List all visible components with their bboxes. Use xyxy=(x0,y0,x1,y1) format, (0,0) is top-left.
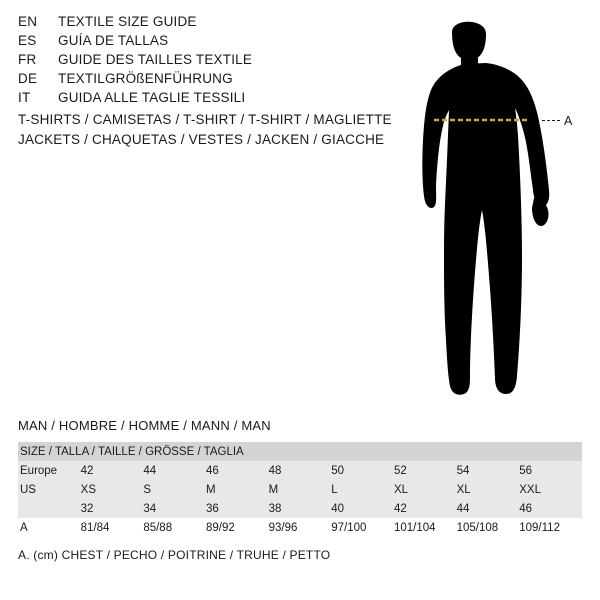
language-row-it xyxy=(18,90,398,109)
cell: XS xyxy=(80,483,96,496)
cell: 42 xyxy=(80,464,94,477)
cell: M xyxy=(205,483,216,496)
language-title-it: GUIDA ALLE TAGLIE TESSILI xyxy=(58,90,246,105)
cell: 85/88 xyxy=(143,521,173,534)
row-label-a: A xyxy=(20,521,28,534)
cell: 48 xyxy=(268,464,282,477)
cell: 109/112 xyxy=(519,521,560,534)
measure-leader-line xyxy=(542,120,560,122)
language-code-es: ES xyxy=(18,33,37,48)
cell: 52 xyxy=(393,464,407,477)
language-code-de: DE xyxy=(18,71,38,86)
cell: XXL xyxy=(519,483,541,496)
language-code-en: EN xyxy=(18,14,38,29)
cell: 40 xyxy=(331,502,345,515)
table-header-label: SIZE / TALLA / TAILLE / GRÖSSE / TAGLIA xyxy=(20,445,244,458)
cell: L xyxy=(331,483,338,496)
table-header-row xyxy=(18,442,582,461)
table-row xyxy=(18,461,582,480)
language-title-es: GUÍA DE TALLAS xyxy=(58,33,169,48)
cell: XL xyxy=(456,483,471,496)
cell: 42 xyxy=(393,502,407,515)
cell: 101/104 xyxy=(393,521,436,534)
cell: 81/84 xyxy=(80,521,110,534)
size-table xyxy=(18,442,582,537)
table-row xyxy=(18,518,582,537)
measure-label-a: A xyxy=(564,114,573,128)
cell: XL xyxy=(393,483,409,496)
cell: 54 xyxy=(456,464,470,477)
language-title-en: TEXTILE SIZE GUIDE xyxy=(58,14,197,29)
cell: 97/100 xyxy=(331,521,367,534)
cell: M xyxy=(268,483,279,496)
cell: 89/92 xyxy=(205,521,235,534)
language-header-block xyxy=(18,14,398,109)
cell: 34 xyxy=(143,502,157,515)
row-label-us-numeric xyxy=(18,499,81,518)
footnote-chest-measure: A. (cm) CHEST / PECHO / POITRINE / TRUHE / PETTO xyxy=(18,548,331,562)
language-title-de: TEXTILGRÖßENFÜHRUNG xyxy=(58,71,233,86)
cell: 105/108 xyxy=(456,521,499,534)
row-label-europe: Europe xyxy=(20,464,58,477)
cell: 44 xyxy=(143,464,157,477)
table-row xyxy=(18,499,582,518)
cell: 32 xyxy=(80,502,94,515)
language-row-de xyxy=(18,71,398,90)
cell: 46 xyxy=(519,502,533,515)
language-row-es xyxy=(18,33,398,52)
table-row xyxy=(18,480,582,499)
cell: 38 xyxy=(268,502,282,515)
category-jackets: JACKETS / CHAQUETAS / VESTES / JACKEN / GIACCHE xyxy=(18,132,385,147)
cell: S xyxy=(143,483,151,496)
male-silhouette-figure xyxy=(390,10,595,410)
cell: 36 xyxy=(205,502,219,515)
cell: 46 xyxy=(205,464,219,477)
cell: 93/96 xyxy=(268,521,298,534)
cell: 50 xyxy=(331,464,345,477)
cell: 56 xyxy=(519,464,533,477)
language-row-en xyxy=(18,14,398,33)
table-title: MAN / HOMBRE / HOMME / MANN / MAN xyxy=(18,418,271,433)
language-title-fr: GUIDE DES TAILLES TEXTILE xyxy=(58,52,253,67)
language-code-fr: FR xyxy=(18,52,37,67)
language-code-it: IT xyxy=(18,90,31,105)
silhouette-svg xyxy=(390,10,595,410)
language-row-fr xyxy=(18,52,398,71)
cell: 44 xyxy=(456,502,470,515)
row-label-us: US xyxy=(20,483,36,496)
category-tshirts: T-SHIRTS / CAMISETAS / T-SHIRT / T-SHIRT / MAGLIETTE xyxy=(18,112,392,127)
category-block xyxy=(18,110,418,150)
